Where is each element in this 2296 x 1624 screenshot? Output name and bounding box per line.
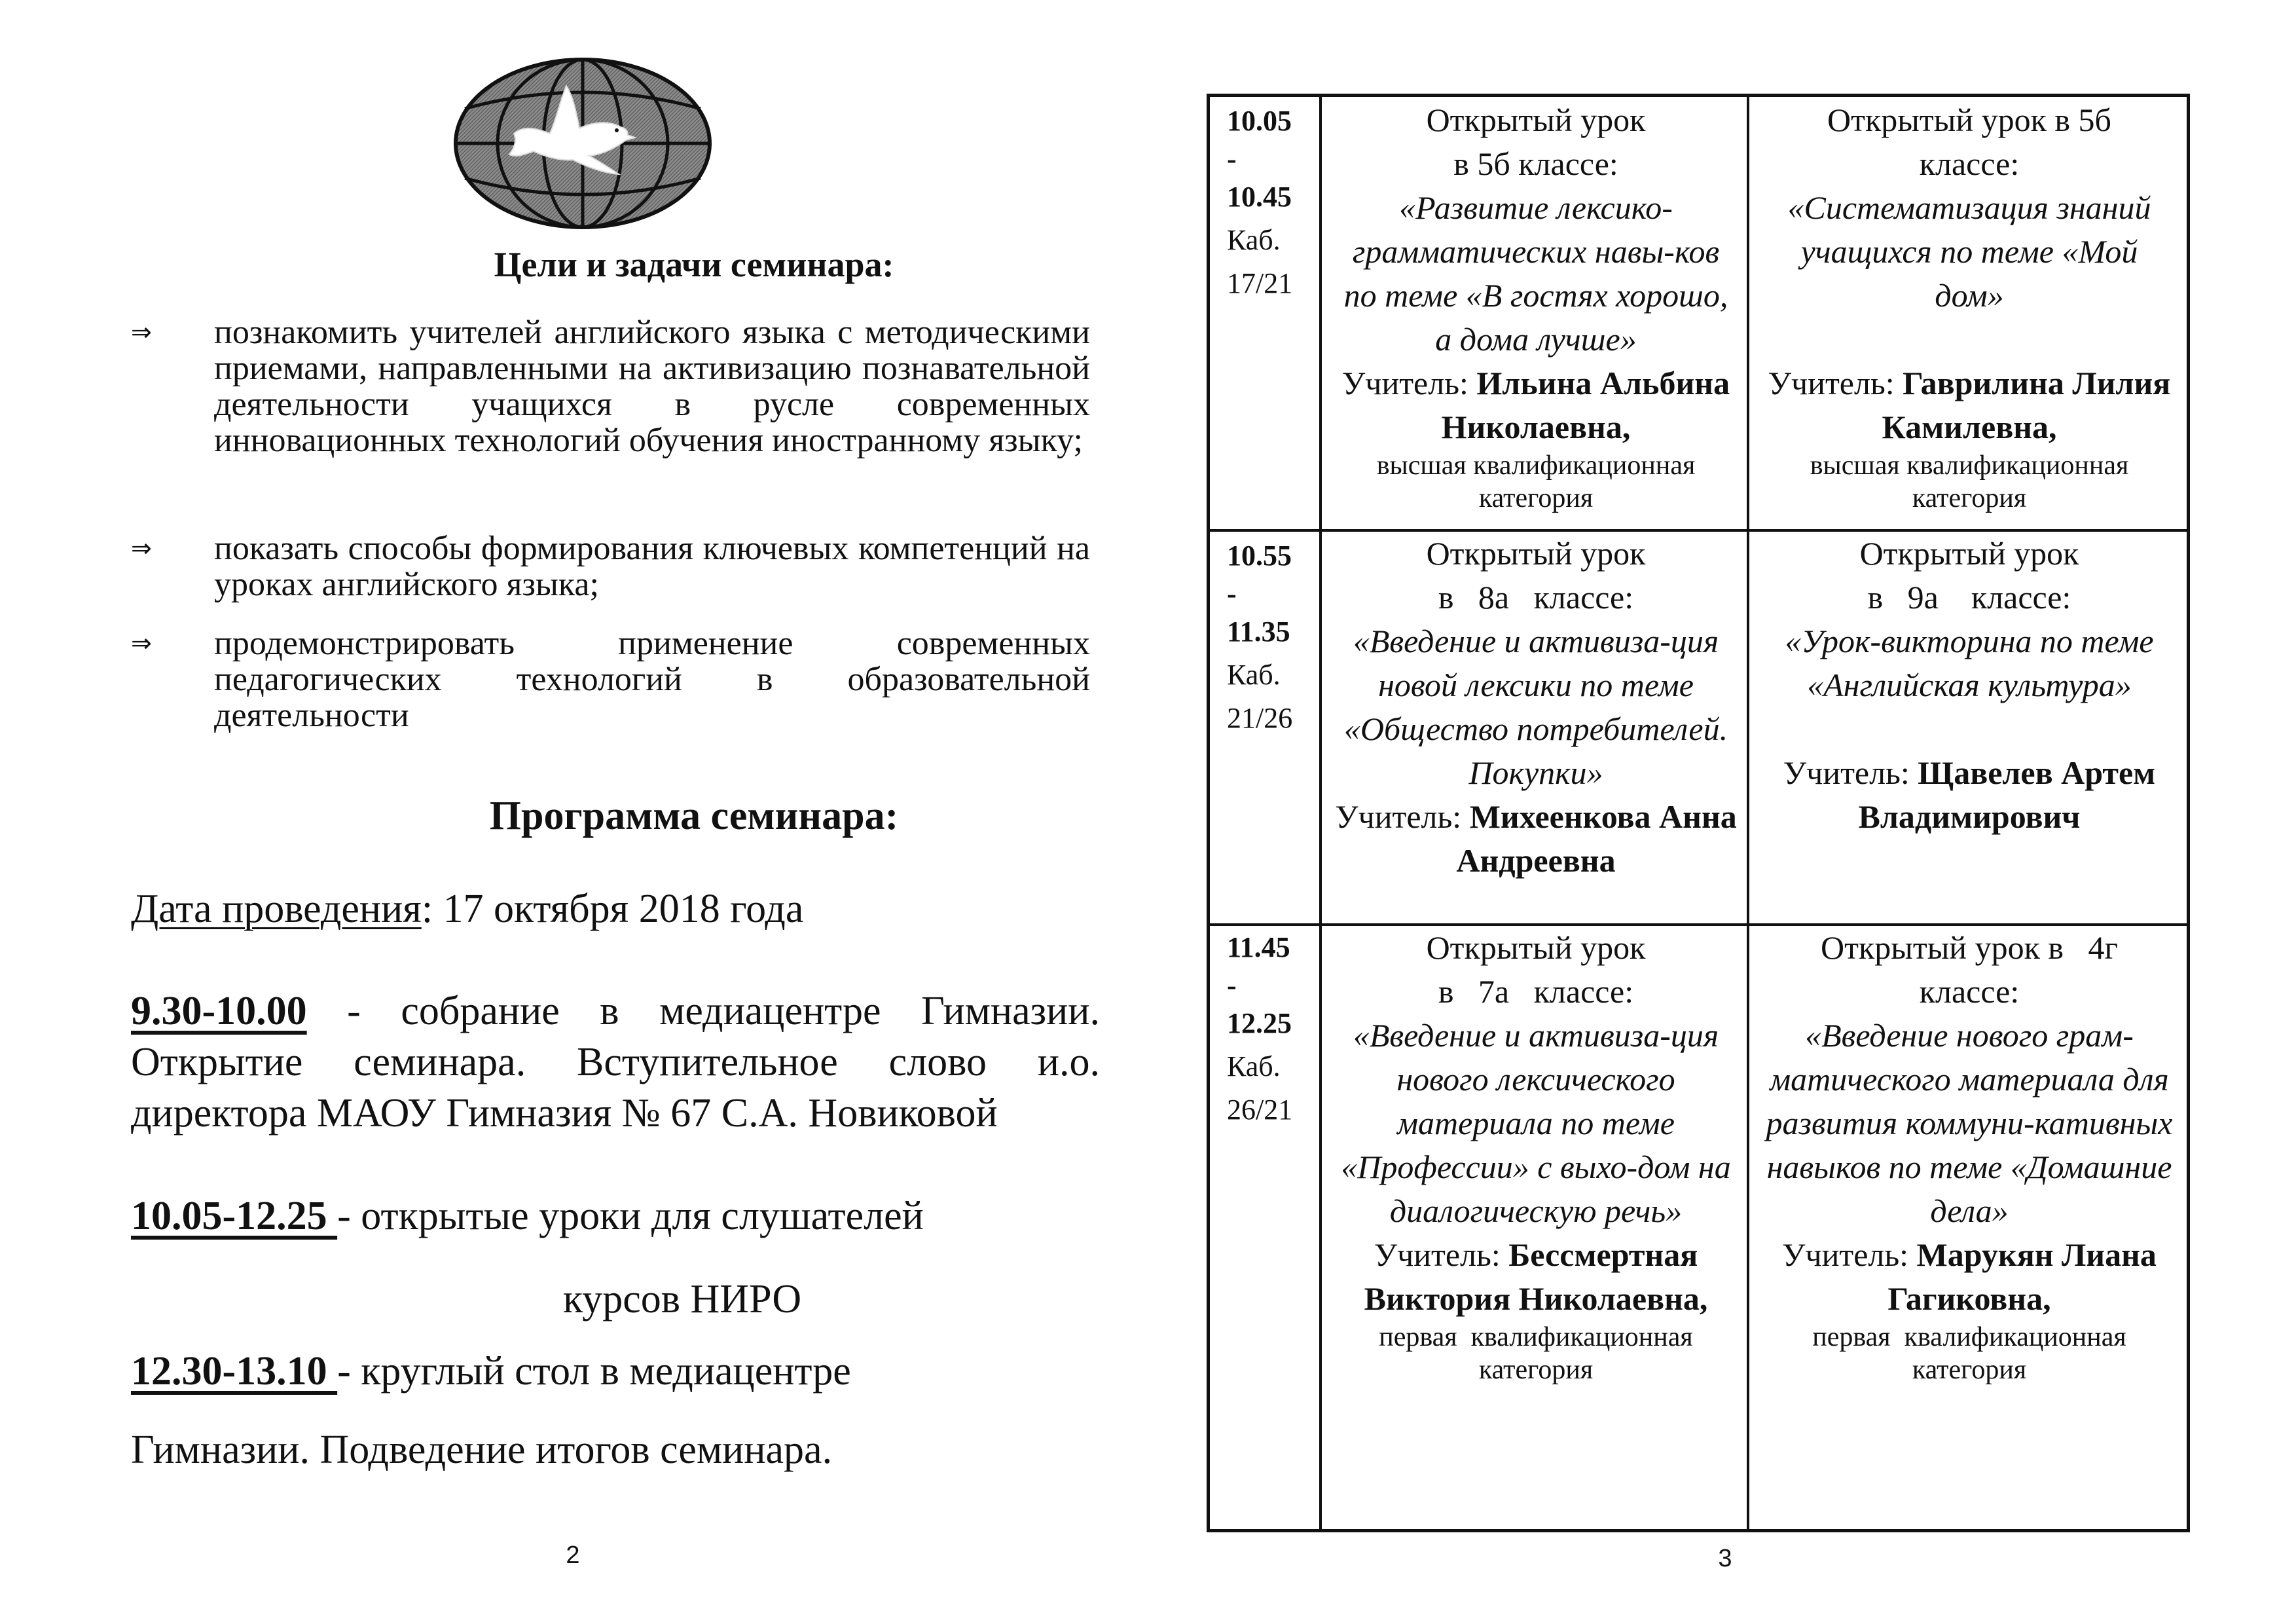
page-number: 3 xyxy=(1718,1545,1732,1572)
schedule-time: 12.30-13.10 xyxy=(131,1349,338,1393)
teacher-name: Михеенкова Анна Андреевна xyxy=(1456,798,1737,879)
time-cell xyxy=(1210,926,1321,1132)
teacher-name: Щавелев Артем Владимирович xyxy=(1858,754,2156,835)
lesson-topic: «Введение и активиза-ция новой лексики по теме «Общество потребителей. Покупки» xyxy=(1343,623,1728,791)
schedule-time: 10.05-12.25 xyxy=(131,1194,338,1238)
lesson-cell xyxy=(1751,926,2188,1386)
lesson-teacher xyxy=(1334,1233,1738,1321)
time-dash: - xyxy=(1227,578,1237,610)
teacher-label: Учитель: xyxy=(1341,365,1477,401)
time-cell xyxy=(1210,100,1321,305)
schedule-text: - собрание в медиацентре Гимназии. Открытие семинара. Вступительное слово и.о. директора МАОУ Гимназия № 67 С.А. Новиковой xyxy=(131,989,1100,1135)
time-end: 12.25 xyxy=(1227,1007,1292,1039)
lesson-teacher xyxy=(1762,1233,2176,1321)
goals-heading: Цели и задачи семинара: xyxy=(494,245,894,284)
lesson-teacher xyxy=(1334,361,1738,449)
lesson-heading: Открытый урок xyxy=(1426,929,1646,966)
teacher-category: высшая квалификационная категория xyxy=(1810,451,2129,513)
schedule-item xyxy=(131,1190,1100,1242)
lesson-heading: Открытый урок xyxy=(1859,535,2079,572)
schedule-time: 9.30-10.00 xyxy=(131,989,307,1033)
lesson-class: классе: xyxy=(1919,973,2020,1010)
lesson-heading: Открытый урок в 5б xyxy=(1827,101,2111,138)
room-number: 21/26 xyxy=(1227,702,1293,734)
time-start: 10.05 xyxy=(1227,105,1292,137)
page-number: 2 xyxy=(566,1541,580,1569)
lesson-heading: Открытый урок в 4г xyxy=(1821,929,2118,966)
teacher-label: Учитель: xyxy=(1768,365,1903,401)
schedule-item xyxy=(131,986,1100,1139)
teacher-name: Бессмертная Виктория Николаевна, xyxy=(1364,1236,1708,1317)
room-label: Каб. xyxy=(1227,224,1281,256)
schedule-continuation: Гимназии. Подведение итогов семинара. xyxy=(131,1428,833,1472)
double-arrow-icon: ⇒ xyxy=(131,629,152,657)
lesson-topic: «Введение нового грам-матического материала для развития коммуни-кативных навыков по теме «Домашние дела» xyxy=(1766,1017,2173,1229)
lessons-table xyxy=(1207,94,2190,1532)
goal-text: продемонстрировать применение современных педагогических технологий в образовательной деятельности xyxy=(214,625,1090,734)
teacher-name: Марукян Лиана Гагиковна, xyxy=(1887,1236,2157,1317)
goal-text: показать способы формирования ключевых компетенций на уроках английского языка; xyxy=(214,530,1090,603)
lesson-topic: «Введение и активиза-ция нового лексического материала по теме «Профессии» с выхо-дом на диалогическую речь» xyxy=(1341,1017,1731,1229)
schedule-text: - круглый стол в медиацентре xyxy=(337,1349,851,1393)
time-start: 10.55 xyxy=(1227,540,1292,572)
globe-with-dove-logo xyxy=(452,56,714,231)
double-arrow-icon: ⇒ xyxy=(131,534,152,563)
schedule-continuation: курсов НИРО xyxy=(563,1277,802,1321)
lesson-heading: Открытый урок xyxy=(1426,101,1646,138)
room-label: Каб. xyxy=(1227,659,1281,691)
teacher-name: Гаврилина Лилия Камилевна, xyxy=(1882,365,2171,445)
lesson-cell xyxy=(1751,532,2188,839)
room-number: 26/21 xyxy=(1227,1094,1293,1126)
time-end: 11.35 xyxy=(1227,616,1290,648)
lesson-teacher xyxy=(1762,751,2176,839)
event-date xyxy=(131,885,803,932)
lesson-cell xyxy=(1322,926,1749,1386)
teacher-category: первая квалификационная категория xyxy=(1812,1322,2134,1385)
lesson-class: классе: xyxy=(1919,145,2020,182)
teacher-category: первая квалификационная категория xyxy=(1379,1322,1700,1385)
lesson-teacher xyxy=(1334,795,1738,883)
time-dash: - xyxy=(1227,969,1237,1001)
time-cell xyxy=(1210,534,1321,740)
goal-text: познакомить учителей английского языка с методическими приемами, направленными на активизацию познавательной деятельности учащихся в русле современных инновационных технологий обучения иностранному языку; xyxy=(214,314,1090,459)
teacher-label: Учитель: xyxy=(1782,1236,1917,1273)
time-dash: - xyxy=(1227,143,1237,175)
schedule-item xyxy=(131,1346,1100,1397)
lesson-cell xyxy=(1322,532,1749,883)
lesson-topic: «Урок-викторина по теме «Английская культура» xyxy=(1785,623,2154,703)
lesson-class: в 8а классе: xyxy=(1438,579,1634,616)
lesson-class: в 7а классе: xyxy=(1438,973,1634,1010)
table-row xyxy=(1210,532,2187,923)
date-value: : 17 октября 2018 года xyxy=(421,887,804,931)
lesson-heading: Открытый урок xyxy=(1426,535,1646,572)
room-number: 17/21 xyxy=(1227,267,1293,299)
lesson-topic: «Систематизация знаний учащихся по теме «Мой дом» xyxy=(1787,189,2151,314)
teacher-category: высшая квалификационная категория xyxy=(1376,451,1696,513)
time-start: 11.45 xyxy=(1227,931,1290,963)
lesson-topic: «Развитие лексико-грамматических навы-ков по теме «В гостях хорошо, а дома лучше» xyxy=(1343,189,1728,358)
double-arrow-icon: ⇒ xyxy=(131,318,152,346)
lesson-class: в 5б классе: xyxy=(1453,145,1618,182)
table-row xyxy=(1210,926,2187,1532)
lesson-cell xyxy=(1322,98,1749,515)
teacher-label: Учитель: xyxy=(1783,754,1918,791)
schedule-text: - открытые уроки для слушателей xyxy=(337,1194,924,1238)
teacher-name: Ильина Альбина Николаевна, xyxy=(1441,365,1730,445)
teacher-label: Учитель: xyxy=(1374,1236,1509,1273)
lesson-cell xyxy=(1751,98,2188,515)
teacher-label: Учитель: xyxy=(1335,798,1470,835)
room-label: Каб. xyxy=(1227,1050,1281,1082)
date-label: Дата проведения xyxy=(131,887,422,931)
lesson-teacher xyxy=(1762,361,2176,449)
table-row xyxy=(1210,97,2187,529)
program-heading: Программа семинара: xyxy=(489,794,899,838)
time-end: 10.45 xyxy=(1227,181,1292,213)
lesson-class: в 9а классе: xyxy=(1867,579,2071,616)
